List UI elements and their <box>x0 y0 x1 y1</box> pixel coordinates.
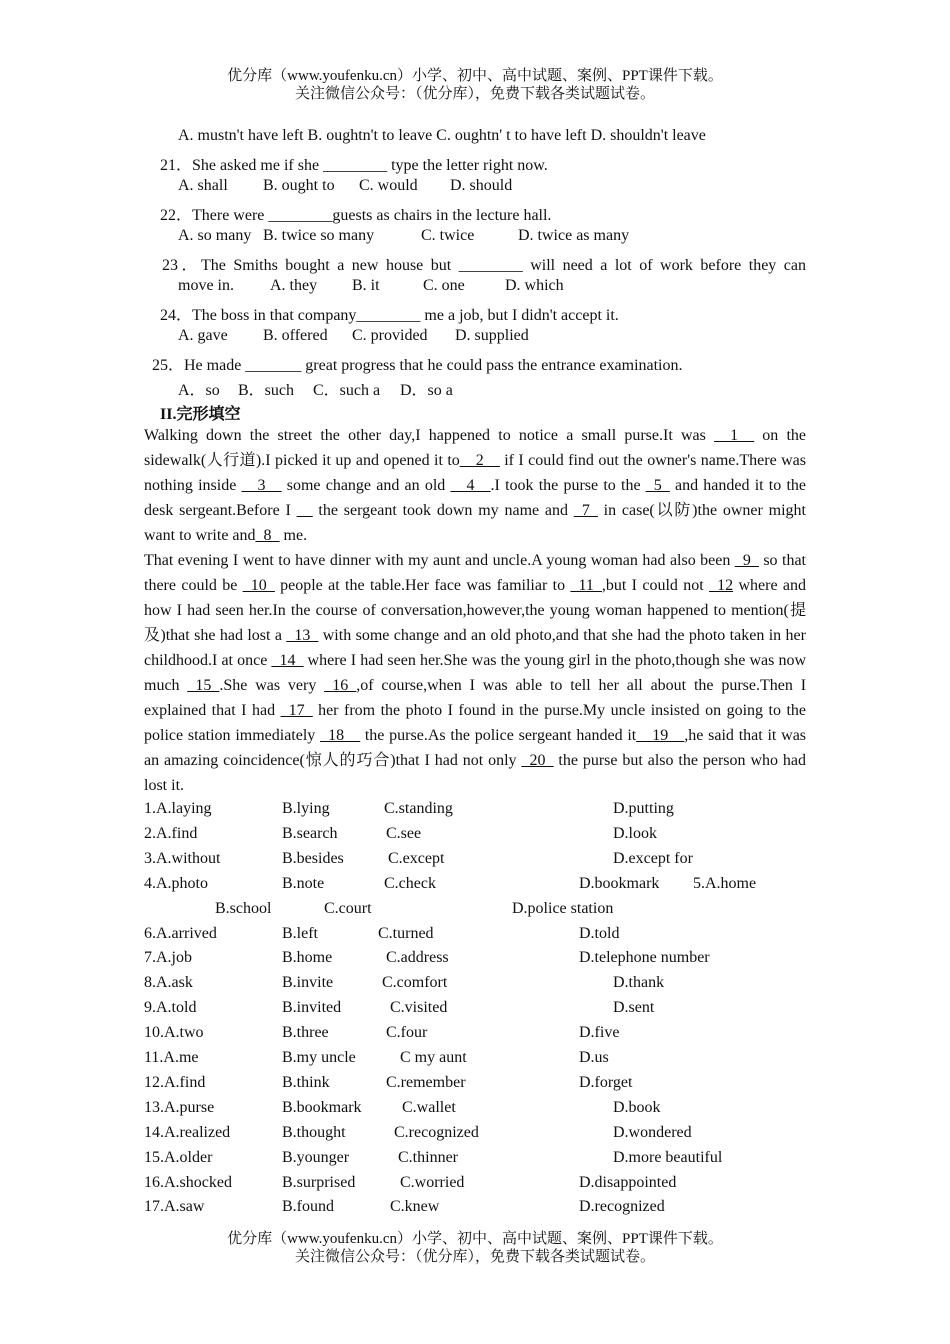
option-d: D.recognized <box>579 1198 665 1216</box>
option-c: C.thinner <box>398 1148 458 1166</box>
option-item-number-a: 9.A.told <box>144 999 197 1017</box>
cloze-blank: _13_ <box>286 627 319 644</box>
option-c: C.see <box>386 824 422 842</box>
q23-option-c: C. one <box>423 277 465 294</box>
option-b: B.besides <box>282 849 344 867</box>
q22-option-c: C. twice <box>421 227 475 244</box>
option-c: C.knew <box>390 1198 440 1216</box>
footer-line-1: 优分库（www.youfenku.cn）小学、初中、高中试题、案例、PPT课件下载。 <box>227 1231 723 1247</box>
passage-text: Walking down the street the other day,I happened to notice a small purse.It was <box>144 427 715 444</box>
option-d: D.police station <box>512 899 614 917</box>
option-d: D.except for <box>613 849 693 867</box>
cloze-blank: __ <box>296 502 313 519</box>
cloze-blank: __1__ <box>714 427 755 444</box>
footer-line-2: 关注微信公众号：（优分库），免费下载各类试题试卷。 <box>294 1249 655 1265</box>
cloze-blank: __2__ <box>459 452 500 469</box>
page-header <box>0 67 950 103</box>
option-d: D.more beautiful <box>613 1148 723 1166</box>
q21-option-c: C. would <box>359 177 418 194</box>
passage-text: on the sidewalk(人行道).I picked it up and opened it to <box>144 427 807 469</box>
option-item-number-a: 14.A.realized <box>144 1123 231 1141</box>
passage-text: me. <box>279 527 308 544</box>
option-b: B.younger <box>282 1148 350 1166</box>
cloze-blank: _7_ <box>573 502 598 519</box>
option-c: C.comfort <box>382 974 448 992</box>
q23-option-d: D. which <box>505 277 564 294</box>
option-c: C.remember <box>386 1073 466 1091</box>
passage-paragraph-1 <box>144 423 806 548</box>
option-c: C.except <box>388 849 445 867</box>
option-item-number-a: 10.A.two <box>144 1024 204 1042</box>
option-c: C.check <box>384 874 436 892</box>
q20-options: A. mustn't have left B. oughtn't to leave C. oughtn' t to have left D. shouldn't leave <box>178 127 706 144</box>
option-c: C my aunt <box>400 1049 467 1066</box>
option-item-number-a: 5.A.home <box>693 874 757 892</box>
passage-text: ,of course,when I was able to tell her all about the purse.Then I explained that I had <box>144 677 807 719</box>
option-item-number-a: 12.A.find <box>144 1073 206 1091</box>
option-b: B.search <box>282 824 338 842</box>
option-d: D.wondered <box>613 1123 692 1141</box>
option-d: D.forget <box>579 1073 633 1091</box>
passage-paragraph-2 <box>144 548 806 798</box>
option-item-number-a: 13.A.purse <box>144 1098 215 1116</box>
option-item-number-a: 1.A.laying <box>144 800 212 817</box>
option-c: C.worried <box>400 1173 465 1191</box>
option-c: C.address <box>386 949 449 967</box>
cloze-blank: _5_ <box>645 477 670 494</box>
q24-option-b: B. offered <box>263 327 328 344</box>
header-line-1: 优分库（www.youfenku.cn）小学、初中、高中试题、案例、PPT课件下载。 <box>227 68 723 84</box>
cloze-blank: _17_ <box>280 702 313 719</box>
q24-option-d: D. supplied <box>455 327 529 344</box>
option-b: B.bookmark <box>282 1098 362 1116</box>
q25-option-c: C．such a <box>313 382 381 399</box>
option-item-number-a: 6.A.arrived <box>144 924 217 942</box>
option-c: C.visited <box>390 999 448 1017</box>
cloze-blank: __3__ <box>241 477 282 494</box>
option-d: D.disappointed <box>579 1173 677 1191</box>
option-b: B.found <box>282 1198 334 1216</box>
option-item-number-a: 16.A.shocked <box>144 1173 232 1191</box>
option-b: B.think <box>282 1073 330 1091</box>
option-d: D.thank <box>613 974 665 992</box>
passage-text: ,but I could not <box>601 577 710 594</box>
option-b: B.surprised <box>282 1173 356 1191</box>
q25-option-b: B．such <box>238 382 295 399</box>
passage-text: her from the photo I found in the purse.My uncle insisted on going to the police station immediately <box>144 702 807 744</box>
option-b: B.three <box>282 1024 329 1042</box>
option-item-number-a: 2.A.find <box>144 824 198 842</box>
option-item-number-a: 3.A.without <box>144 849 221 867</box>
section-title: II.完形填空 <box>160 406 241 423</box>
q23-stem: 23．The Smiths bought a new house but ________ will need a lot of work before they can <box>162 257 806 274</box>
option-b: B.invite <box>282 974 334 992</box>
passage-text: .She was very <box>219 677 325 694</box>
q23-option-b: B. it <box>352 277 380 294</box>
cloze-blank: _11_ <box>570 577 602 594</box>
option-item-number-a: 4.A.photo <box>144 874 208 892</box>
q24-option-a: A. gave <box>178 327 228 344</box>
cloze-blank: _12 <box>709 577 734 594</box>
cloze-blank: _14_ <box>271 652 304 669</box>
option-d: D.five <box>579 1024 620 1042</box>
q24-stem: 24．The boss in that company________ me a job, but I didn't accept it. <box>160 307 619 324</box>
q22-option-a: A. so many <box>178 227 252 244</box>
passage-text: and handed it to the desk sergeant.Before I <box>144 477 807 519</box>
cloze-blank: _15_ <box>187 677 220 694</box>
q25-option-d: D．so a <box>400 382 453 399</box>
page-footer <box>0 1230 950 1266</box>
q21-stem: 21．She asked me if she ________ type the letter right now. <box>160 157 548 174</box>
q22-option-b: B. twice so many <box>263 227 375 244</box>
passage-text: the sergeant took down my name and <box>312 502 574 519</box>
option-c: C.turned <box>378 924 434 942</box>
cloze-blank: __4__ <box>450 477 491 494</box>
option-c: C.court <box>324 899 372 917</box>
option-c: C.standing <box>384 800 453 817</box>
cloze-blank: _9_ <box>734 552 759 569</box>
passage-text: in case(以防)the owner might want to write and <box>144 502 806 544</box>
passage-text: the purse.As the police sergeant handed it <box>360 727 637 744</box>
passage-text: some change and an old <box>281 477 451 494</box>
option-d: D.told <box>579 924 620 942</box>
option-b: B.invited <box>282 999 342 1017</box>
option-b: B.note <box>282 874 325 892</box>
option-b: B.lying <box>282 800 330 817</box>
cloze-blank: _16_ <box>324 677 357 694</box>
option-d: D.sent <box>613 999 655 1017</box>
passage-text: ,he said that it was an amazing coincidence(惊人的巧合)that I had not only <box>144 727 807 769</box>
option-b: B.school <box>215 899 272 917</box>
q21-option-b: B. ought to <box>263 177 335 194</box>
passage-text: so that there could be <box>144 552 807 594</box>
passage-text: people at the table.Her face was familiar to <box>274 577 571 594</box>
option-b: B.my uncle <box>282 1049 356 1066</box>
passage-text: the purse but also the person who had lost it. <box>144 752 807 794</box>
option-item-number-a: 17.A.saw <box>144 1198 205 1216</box>
option-item-number-a: 8.A.ask <box>144 974 193 992</box>
passage-text: .I took the purse to the <box>490 477 646 494</box>
option-c: C.recognized <box>394 1123 479 1141</box>
q21-option-d: D. should <box>450 177 513 194</box>
q22-stem: 22．There were ________guests as chairs in the lecture hall. <box>160 207 552 224</box>
passage-text: with some change and an old photo,and that she had the photo taken in her childhood.I at once <box>144 627 806 669</box>
passage-text: where and how I had seen her.In the course of conversation,however,the young woman happened to mention(提及)that she had lost a <box>144 577 807 644</box>
option-d: D.book <box>613 1098 661 1116</box>
option-d: D.look <box>613 824 657 842</box>
cloze-blank: _18__ <box>320 727 361 744</box>
passage-text: if I could find out the owner's name.There was nothing inside <box>144 452 806 494</box>
option-item-number-a: 7.A.job <box>144 949 192 967</box>
q22-option-d: D. twice as many <box>518 227 630 244</box>
q24-option-c: C. provided <box>352 327 428 344</box>
cloze-blank: _20_ <box>521 752 554 769</box>
option-c: C.wallet <box>402 1098 456 1116</box>
q23-stem-cont: move in. <box>178 277 234 294</box>
passage-text: where I had seen her.She was the young girl in the photo,though she was now much <box>144 652 806 694</box>
cloze-blank: _10_ <box>242 577 275 594</box>
option-d: D.putting <box>613 800 674 817</box>
q25-stem: 25．He made _______ great progress that he could pass the entrance examination. <box>152 357 683 374</box>
option-d: D.telephone number <box>579 949 710 967</box>
cloze-blank: _8_ <box>255 527 280 544</box>
option-d: D.us <box>579 1049 609 1066</box>
q23-option-a: A. they <box>270 277 318 294</box>
cloze-blank: __19__ <box>636 727 685 744</box>
option-item-number-a: 15.A.older <box>144 1148 213 1166</box>
option-b: B.left <box>282 924 318 942</box>
option-item-number-a: 11.A.me <box>144 1049 199 1066</box>
q21-option-a: A. shall <box>178 177 228 194</box>
option-d: D.bookmark <box>579 874 660 892</box>
header-line-2: 关注微信公众号：（优分库），免费下载各类试题试卷。 <box>294 86 655 102</box>
passage-text: That evening I went to have dinner with my aunt and uncle.A young woman had also been <box>144 552 735 569</box>
option-b: B.thought <box>282 1123 346 1141</box>
option-c: C.four <box>386 1024 428 1042</box>
q25-option-a: A．so <box>178 382 220 399</box>
option-b: B.home <box>282 949 333 967</box>
